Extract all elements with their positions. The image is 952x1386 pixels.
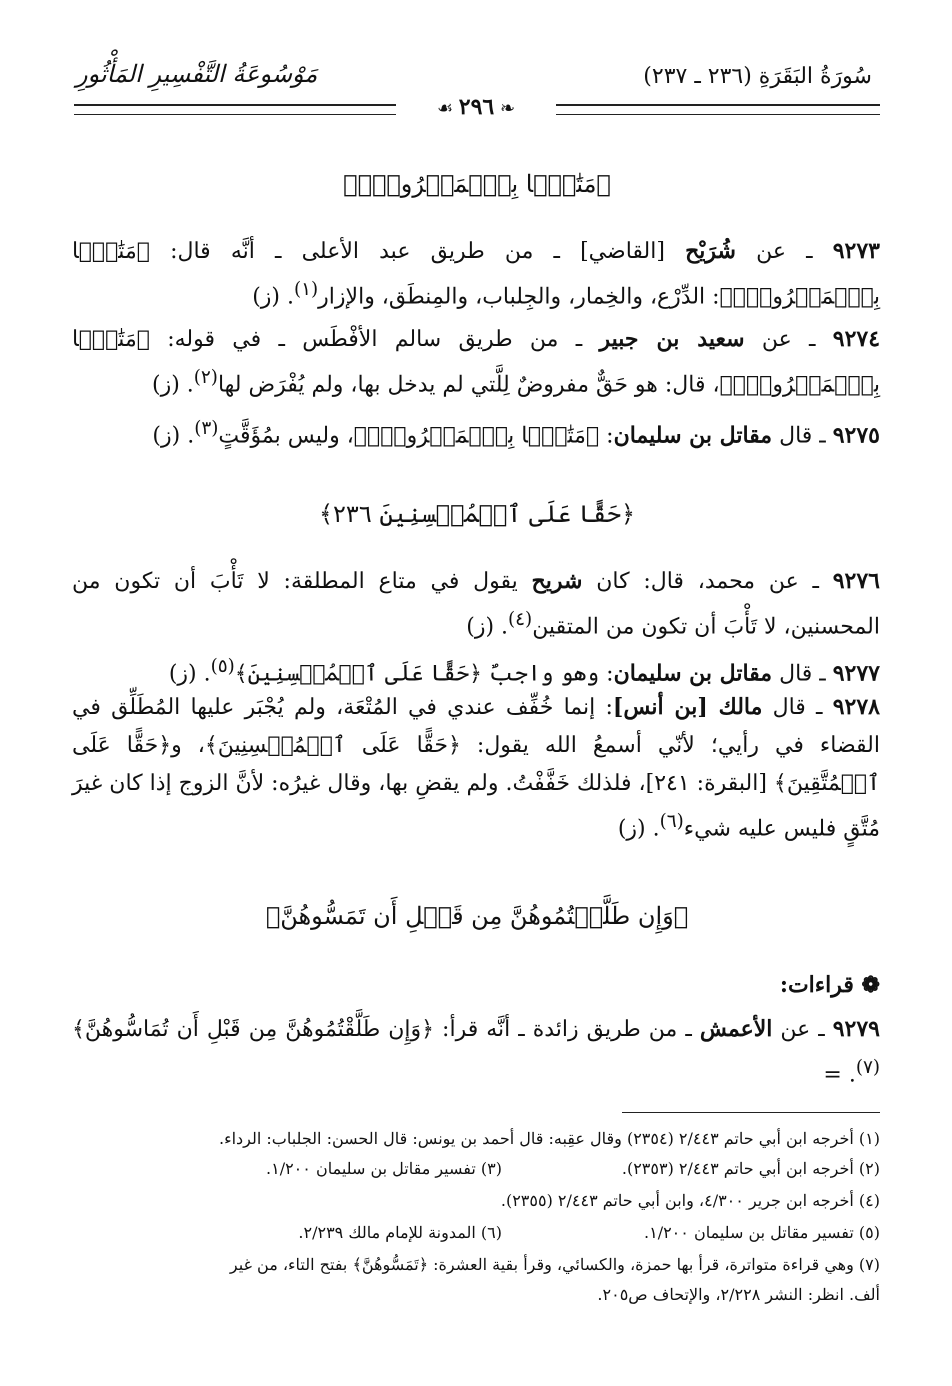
- entry-text: ـ من طريق سالم الأفْطَس ـ في قوله: ﴿مَتَٰعَۢا بِٱلۡمَعۡرُوفِۖ﴾، قال: هو حَقٌّ مفروضٌ لِلَّتي لم يدخل بها، ولم يُفْرَض لها: [72, 327, 880, 398]
- entry-number: ٩٢٧٩: [832, 1016, 880, 1042]
- surah-header: سُورَةُ البَقَرَةِ (٢٣٦ ـ ٢٣٧): [643, 64, 872, 89]
- entry-tail: . (ز): [151, 372, 194, 398]
- narrator-name: مقاتل بن سليمان: [613, 660, 773, 687]
- verse-heading-3: ﴿وَإِن طَلَّقۡتُمُوهُنَّ مِن قَبۡلِ أَن تَمَسُّوهُنَّ﴾: [265, 902, 689, 930]
- entry-9275: [72, 410, 880, 455]
- footnote-ref: (٢): [193, 367, 218, 388]
- entry-text: [القاضي] ـ من طريق عبد الأعلى ـ أنَّه قال: ﴿مَتَٰعَۢا بِٱلۡمَعۡرُوفِۖ﴾: الدِّرْع، والخِمار، والجِلباب، والمِنطَق، والإزار: [72, 239, 880, 310]
- entry-text: يقول في متاع المطلقة: لا تَأْبَ أن تكون من المحسنين، لا تَأْبَ أن تكون من المتقين: [72, 569, 880, 640]
- narrator-name: شريح: [531, 568, 583, 594]
- entry-tail: . =: [823, 1062, 856, 1088]
- verse-heading-2: ﴿حَقًّا عَلَى ٱلۡمُحۡسِنِينَ ٢٣٦﴾: [318, 500, 636, 528]
- entry-prefix: ـ عن: [772, 1017, 833, 1042]
- footnote-ref: (٥): [210, 656, 235, 677]
- footnote-2: (٢) أخرجه ابن أبي حاتم ٢/٤٤٣ (٢٣٥٣).: [621, 1159, 880, 1178]
- narrator-name: مالك [بن أنس]: [612, 694, 763, 720]
- entry-tail: . (ز): [466, 614, 509, 640]
- entry-9276: [72, 562, 880, 646]
- footnote-ref: (٦): [659, 811, 684, 832]
- entry-text: : إنما خُفِّف عندي في المُتْعَة، ولم يُجْبَر عليها المُطَلِّق في القضاء في رأيي؛ لأنّي أسمعُ الله يقول: ﴿حَقًّا عَلَى ٱلۡمُحۡسِنِينَ﴾، و﴿حَقًّا عَلَى ٱلۡمُتَّقِينَ﴾ [البقرة: ٢٤١]، فلذلك خَفَّفْتُ. ولم يقضِ بها، وقال غيرُه: لأنَّ الزوج إذا كان غيرَ مُتَّقٍ فليس عليه شيء: [72, 695, 880, 842]
- entry-prefix: ـ عن محمد، قال: كان: [582, 569, 833, 594]
- entry-number: ٩٢٧٨: [832, 694, 880, 720]
- footnote-ref: (٤): [508, 609, 533, 630]
- verse-heading-1: ﴿مَتَٰعَۢا بِٱلۡمَعۡرُوفِۖ﴾: [343, 170, 611, 198]
- entry-prefix: ـ عن: [735, 239, 833, 264]
- entry-prefix: ـ قال: [762, 695, 833, 720]
- entry-text: : وهو واجبٌ ﴿حَقًّا عَلَى ٱلۡمُحۡسِنِينَ﴾: [234, 661, 614, 687]
- footnote-7-line-1: (٧) وهي قراءة متواترة، قرأ بها حمزة، والكسائي، وقرأ بقية العشرة: ﴿تَمَسُّوهُنَّ﴾ بفتح التاء، من غير: [229, 1255, 880, 1274]
- entry-tail: . (ز): [152, 423, 195, 449]
- footnote-5: (٥) تفسير مقاتل بن سليمان ١/٢٠٠.: [644, 1223, 880, 1242]
- entry-9273: [72, 232, 880, 316]
- narrator-name: سعيد بن جبير: [599, 326, 745, 352]
- entry-number: ٩٢٧٧: [832, 660, 880, 687]
- entry-text: ـ من طريق زائدة ـ أنَّه قرأ: ﴿وَإِن طَلَّقْتُمُوهُنَّ مِن قَبْلِ أَن تُمَاسُّوهُنَّ﴾: [72, 1017, 700, 1042]
- entry-number: ٩٢٧٦: [832, 568, 880, 594]
- footnote-ref: (٧): [855, 1057, 880, 1078]
- footnote-row-5: [72, 1218, 880, 1248]
- footnote-6: (٦) المدونة للإمام مالك ٢/٢٣٩.: [298, 1223, 502, 1242]
- book-title: مَوْسُوعَةُ التَّفْسِيرِ المَأْثُورِ: [76, 60, 318, 88]
- page-number-box: [396, 90, 556, 124]
- entry-tail: . (ز): [617, 816, 660, 842]
- entry-number: ٩٢٧٣: [832, 238, 880, 264]
- ornament-icon: ❧: [494, 98, 516, 119]
- entry-text: : ﴿مَتَٰعَۢا بِٱلۡمَعۡرُوفِۖ﴾، وليس بمُؤَقَّتٍ: [218, 423, 614, 449]
- footnote-1: (١) أخرجه ابن أبي حاتم ٢/٤٤٣ (٢٣٥٤) وقال عقِبه: قال أحمد بن يونس: قال الحسن: الجلباب: الرداء.: [218, 1129, 880, 1148]
- entry-tail: . (ز): [168, 661, 211, 687]
- entry-9279: [72, 1010, 880, 1094]
- narrator-name: الأعمش: [699, 1016, 773, 1042]
- page-number: ٢٩٦: [458, 94, 495, 120]
- footnote-ref: (٣): [194, 418, 219, 439]
- entry-9277: [72, 648, 880, 693]
- entry-number: ٩٢٧٤: [832, 326, 881, 352]
- section-label-readings: ❁ قراءات:: [779, 972, 880, 998]
- entry-tail: . (ز): [252, 284, 294, 310]
- footnote-4: (٤) أخرجه ابن جرير ٤/٣٠٠، وابن أبي حاتم ٢/٤٤٣ (٢٣٥٥).: [500, 1191, 880, 1210]
- entry-prefix: ـ قال: [772, 661, 833, 687]
- footnote-separator: [622, 1112, 880, 1113]
- entry-prefix: ـ قال: [772, 423, 833, 449]
- entry-prefix: ـ عن: [744, 327, 833, 352]
- narrator-name: مقاتل بن سليمان: [613, 422, 773, 449]
- footnote-3: (٣) تفسير مقاتل بن سليمان ١/٢٠٠.: [266, 1159, 502, 1178]
- ornament-icon: ☙: [436, 98, 459, 119]
- narrator-name: شُرَيْح: [685, 238, 736, 264]
- footnote-row-2: [72, 1154, 880, 1184]
- footnote-7-line-2: ألف. انظر: النشر ٢/٢٢٨، والإتحاف ص٢٠٥.: [597, 1285, 880, 1304]
- footnote-ref: (١): [294, 279, 319, 300]
- entry-number: ٩٢٧٥: [832, 422, 880, 449]
- entry-9278: [72, 688, 880, 848]
- entry-9274: [72, 320, 880, 404]
